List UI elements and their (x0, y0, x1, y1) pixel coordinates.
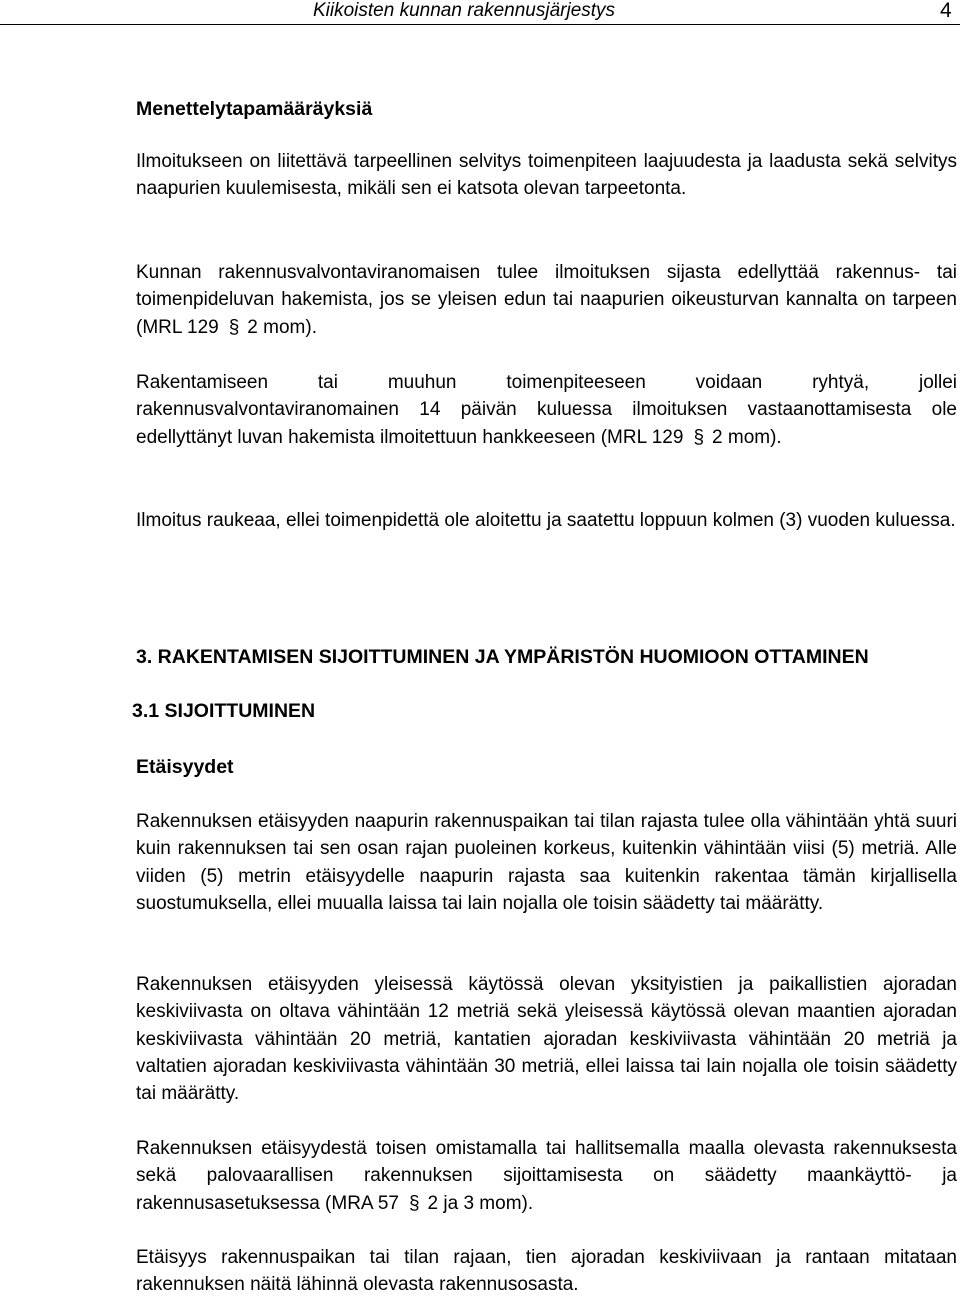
paragraph-text: Kunnan rakennusvalvontaviranomaisen tulee ilmoituksen sijasta edellyttää rakennus- tai toimenpideluvan hakemista, jos se yleisen edun tai naapurien oikeusturvan kannalta on tarpeen (MRL 129 (136, 262, 957, 338)
section-symbol: § (408, 1192, 420, 1214)
document-title: Kiikoisten kunnan rakennusjärjestys (313, 0, 616, 21)
paragraph-text-end: 2 ja 3 mom). (427, 1192, 534, 1214)
section-symbol: § (693, 426, 705, 448)
subsection-heading: 3.1 SIJOITTUMINEN (132, 700, 316, 722)
paragraph-rakennusvalvonta (136, 259, 957, 341)
chapter-heading: 3. RAKENTAMISEN SIJOITTUMINEN JA YMPÄRISTÖN HUOMIOON OTTAMINEN (136, 646, 869, 668)
paragraph-tien-etaisyys: Rakennuksen etäisyyden yleisessä käytössä olevan yksityistien ja paikallistien ajoradan keskiviivasta on oltava vähintään 12 metriä sekä yleisessä käytössä olevan maantien ajoradan keskiviivasta vähintään 20 metriä, kantatien ajoradan keskiviivasta vähintään 20 metriä ja valtatien ajoradan keskiviivasta vähintään 30 metriä, ellei laissa tai lain nojalla ole toisin säädetty tai määrätty. (136, 974, 957, 1105)
paragraph-mittaus: Etäisyys rakennuspaikan tai tilan rajaan, tien ajoradan keskiviivaan ja rantaan mitataan rakennuksen näitä lähinnä olevasta rakennusosasta. (136, 1247, 957, 1296)
page-header (0, 0, 960, 26)
page-number: 4 (940, 0, 952, 22)
paragraph-text-end: 2 mom). (247, 316, 317, 338)
section-heading-menettely: Menettelytapamääräyksiä (136, 98, 373, 120)
paragraph-text: Rakentamiseen tai muuhun toimenpiteeseen voidaan ryhtyä, jollei rakennusvalvontaviranomainen 14 päivän kuluessa ilmoituksen vastaanottamisesta ole edellyttänyt luvan hakemista ilmoitettuun hankkeeseen (MRL 129 (136, 372, 957, 448)
sub-title-etaisyydet: Etäisyydet (136, 756, 234, 778)
paragraph-ilmoitus-raukeaa: Ilmoitus raukeaa, ellei toimenpidettä ole aloitettu ja saatettu loppuun kolmen (3) vuoden kuluessa. (136, 510, 956, 531)
paragraph-naapurin-raja: Rakennuksen etäisyyden naapurin rakennuspaikan tai tilan rajasta tulee olla vähintään yhtä suuri kuin rakennuksen tai sen osan rajan puoleinen korkeus, kuitenkin vähintään viisi (5) metriä. Alle viiden (5) metrin etäisyydelle naapurin rajasta saa kuitenkin rakentaa tämän kirjallisella suostumuksella, ellei muualla laissa tai lain nojalla ole toisin säädetty tai määrätty. (136, 811, 957, 914)
paragraph-palovaarallinen (136, 1135, 957, 1217)
paragraph-text: Rakennuksen etäisyydestä toisen omistamalla tai hallitsemalla maalla olevasta rakennuksesta sekä palovaarallisen rakennuksen sijoittamisesta on säädetty maankäyttö- ja rakennusasetuksessa (MRA 57 (136, 1138, 957, 1214)
header-divider (0, 24, 960, 25)
paragraph-text-end: 2 mom). (712, 426, 782, 448)
paragraph-rakentamiseen (136, 369, 957, 451)
paragraph-ilmoitus-liitteet: Ilmoitukseen on liitettävä tarpeellinen selvitys toimenpiteen laajuudesta ja laadusta sekä selvitys naapurien kuulemisesta, mikäli sen ei katsota olevan tarpeetonta. (136, 151, 957, 200)
section-symbol: § (228, 316, 240, 338)
